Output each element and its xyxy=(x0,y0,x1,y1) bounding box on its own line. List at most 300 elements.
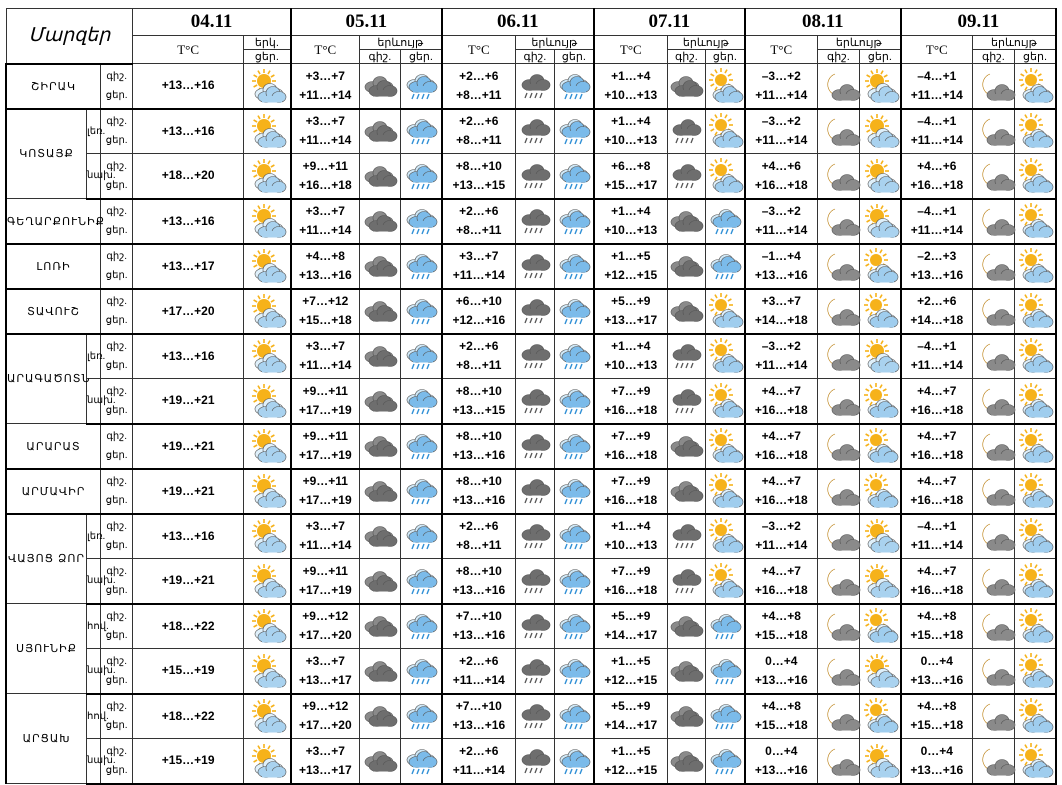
night-header: գիշ. xyxy=(359,50,400,64)
day-label: ցեր. xyxy=(105,495,128,506)
region-name: ՇԻՐԱԿ xyxy=(6,64,101,109)
day-icon-cell-05-11 xyxy=(401,514,442,559)
day-temp: +19…+21 xyxy=(161,573,215,588)
day-label: ցեր. xyxy=(105,540,128,552)
day-icon-cell-07-11 xyxy=(706,109,745,154)
storm-weather-icon xyxy=(518,386,552,416)
night-temp: –3…+2 xyxy=(761,114,801,129)
day-label: ցեր. xyxy=(105,404,128,416)
temp-05-11 xyxy=(291,559,359,604)
storm-weather-icon xyxy=(669,341,703,371)
zone-label: լեռ. xyxy=(87,514,101,559)
night-icon-cell-05-11 xyxy=(359,154,400,199)
zone-label: նախ. xyxy=(87,379,101,424)
temp-05-11 xyxy=(291,379,359,424)
night-icon-cell-05-11 xyxy=(359,739,400,784)
day-label: ցեր. xyxy=(105,630,128,642)
night-icon-cell-06-11 xyxy=(515,334,554,379)
temp-04-11 xyxy=(133,244,244,289)
day-temp: +8…+11 xyxy=(456,133,502,148)
suncloud-weather-icon xyxy=(708,296,742,326)
night-icon-cell-09-11 xyxy=(972,604,1014,649)
day-label: ցեր. xyxy=(105,450,128,461)
day-temp: +11…+14 xyxy=(910,358,963,373)
zone-label: նախ. xyxy=(87,649,101,694)
day-temp: +16…+18 xyxy=(754,177,808,192)
table-row xyxy=(6,649,1056,694)
suncloud-weather-icon xyxy=(863,611,897,641)
temp-06-11 xyxy=(442,649,515,694)
rain-weather-icon xyxy=(404,206,438,236)
temp-04-11 xyxy=(133,649,244,694)
night-icon-cell-05-11 xyxy=(359,289,400,334)
day-icon-cell-08-11 xyxy=(860,559,901,604)
suncloud-weather-icon xyxy=(708,386,742,416)
forecast-table xyxy=(5,8,1057,785)
night-temp: +4…+7 xyxy=(917,383,957,398)
night-icon-cell-08-11 xyxy=(817,604,859,649)
day-icon-cell-06-11 xyxy=(555,514,594,559)
zone-label: լեռ. xyxy=(87,334,101,379)
cloud-weather-icon xyxy=(669,611,703,641)
daynight-label xyxy=(101,604,133,649)
table-row xyxy=(6,334,1056,379)
night-temp: +4…+7 xyxy=(917,474,957,488)
day-header: ցեր. xyxy=(1015,50,1056,64)
table-row xyxy=(6,604,1056,649)
night-temp: +7…+9 xyxy=(611,563,651,578)
night-temp: +7…+10 xyxy=(455,699,502,714)
temp-07-11 xyxy=(594,559,667,604)
temp-05-11 xyxy=(291,64,359,109)
rain-weather-icon xyxy=(557,71,591,101)
table-row xyxy=(6,379,1056,424)
day-temp: +11…+14 xyxy=(755,223,808,237)
night-icon-cell-06-11 xyxy=(515,514,554,559)
daynight-label xyxy=(101,424,133,469)
night-temp: +4…+8 xyxy=(761,609,801,624)
region-name: ԱՐԱԳԱԾՈՏՆ xyxy=(6,334,87,424)
day-icon-cell-07-11 xyxy=(706,604,745,649)
night-icon-cell-08-11 xyxy=(817,559,859,604)
sun-weather-icon xyxy=(863,206,897,236)
day-icon-cell-06-11 xyxy=(555,604,594,649)
day-temp: +11…+14 xyxy=(299,133,352,148)
daynight-label xyxy=(101,559,133,604)
moon-weather-icon xyxy=(976,206,1010,236)
weather-header-short: երկ. xyxy=(244,36,291,50)
day-icon-cell-08-11 xyxy=(860,694,901,739)
day-temp: +19…+21 xyxy=(161,483,215,498)
temp-04-11 xyxy=(133,694,244,739)
night-temp: +3…+7 xyxy=(305,653,345,668)
night-icon-cell-05-11 xyxy=(359,334,400,379)
night-icon-cell-07-11 xyxy=(667,649,705,694)
night-icon-cell-05-11 xyxy=(359,199,400,244)
table-row xyxy=(6,424,1056,469)
night-icon-cell-05-11 xyxy=(359,469,400,514)
day-temp: +17…+19 xyxy=(298,402,352,417)
temp-08-11 xyxy=(745,559,817,604)
suncloud-weather-icon xyxy=(1018,746,1052,776)
day-icon-cell-08-11 xyxy=(860,289,901,334)
night-icon-cell-08-11 xyxy=(817,244,859,289)
night-label: գիշ. xyxy=(106,655,128,667)
zone-label: հով. xyxy=(87,604,101,649)
night-icon-cell-05-11 xyxy=(359,559,400,604)
temp-09-11 xyxy=(901,154,972,199)
cloud-weather-icon xyxy=(363,566,397,596)
icon-cell-04-11 xyxy=(244,154,291,199)
night-icon-cell-09-11 xyxy=(972,379,1014,424)
temp-07-11 xyxy=(594,739,667,784)
night-temp: +1…+4 xyxy=(611,204,651,218)
day-temp: +17…+20 xyxy=(298,718,352,733)
suncloud-weather-icon xyxy=(1018,611,1052,641)
day-temp: +16…+18 xyxy=(754,582,808,597)
night-temp: +7…+12 xyxy=(302,294,349,308)
day-temp: +15…+18 xyxy=(754,718,808,733)
night-temp: +2…+6 xyxy=(459,339,499,354)
night-icon-cell-09-11 xyxy=(972,199,1014,244)
day-temp: +11…+14 xyxy=(299,87,352,102)
day-temp: +11…+14 xyxy=(910,87,963,102)
temp-07-11 xyxy=(594,289,667,334)
day-temp: +13…+16 xyxy=(452,582,506,597)
day-icon-cell-05-11 xyxy=(401,559,442,604)
night-temp: +2…+6 xyxy=(459,519,499,534)
daynight-label xyxy=(101,694,133,739)
suncloud-weather-icon xyxy=(1018,431,1052,461)
temp-05-11 xyxy=(291,154,359,199)
cloud-weather-icon xyxy=(363,161,397,191)
night-icon-cell-09-11 xyxy=(972,154,1014,199)
sun-weather-icon xyxy=(250,116,284,146)
rain-weather-icon xyxy=(404,161,438,191)
day-temp: +13…+16 xyxy=(754,672,808,687)
temp-07-11 xyxy=(594,109,667,154)
storm-weather-icon xyxy=(518,116,552,146)
storm-weather-icon xyxy=(518,296,552,326)
temp-07-11 xyxy=(594,199,667,244)
night-temp: +9…+12 xyxy=(302,699,349,714)
sun-weather-icon xyxy=(863,341,897,371)
cloud-weather-icon xyxy=(363,206,397,236)
day-temp: +8…+11 xyxy=(456,87,502,102)
temp-04-11 xyxy=(133,469,244,514)
day-icon-cell-06-11 xyxy=(555,289,594,334)
moon-weather-icon xyxy=(821,611,855,641)
night-icon-cell-07-11 xyxy=(667,109,705,154)
night-icon-cell-07-11 xyxy=(667,199,705,244)
night-icon-cell-07-11 xyxy=(667,244,705,289)
night-icon-cell-07-11 xyxy=(667,424,705,469)
temp-09-11 xyxy=(901,379,972,424)
night-header: գիշ. xyxy=(667,50,705,64)
table-row xyxy=(6,559,1056,604)
moon-weather-icon xyxy=(821,161,855,191)
temp-07-11 xyxy=(594,424,667,469)
day-icon-cell-05-11 xyxy=(401,649,442,694)
day-temp: +13…+17 xyxy=(604,313,658,327)
night-label: գիշ. xyxy=(106,476,128,487)
day-icon-cell-09-11 xyxy=(1015,424,1056,469)
cloud-weather-icon xyxy=(669,746,703,776)
temp-06-11 xyxy=(442,199,515,244)
suncloud-weather-icon xyxy=(708,521,742,551)
day-icon-cell-05-11 xyxy=(401,289,442,334)
moon-weather-icon xyxy=(821,701,855,731)
night-temp: +7…+10 xyxy=(455,609,502,624)
day-temp: +13…+16 xyxy=(754,268,808,282)
suncloud-weather-icon xyxy=(1018,701,1052,731)
day-icon-cell-05-11 xyxy=(401,244,442,289)
temp-08-11 xyxy=(745,244,817,289)
night-temp: +1…+5 xyxy=(611,743,651,758)
suncloud-weather-icon xyxy=(1018,386,1052,416)
daynight-label xyxy=(101,514,133,559)
night-icon-cell-07-11 xyxy=(667,334,705,379)
day-temp: +15…+19 xyxy=(161,753,215,768)
day-icon-cell-06-11 xyxy=(555,109,594,154)
temp-05-11 xyxy=(291,649,359,694)
night-temp: +4…+8 xyxy=(761,699,801,714)
day-temp: +12…+15 xyxy=(604,268,658,282)
sun-weather-icon xyxy=(250,476,284,506)
zone-label: հով. xyxy=(87,694,101,739)
moon-weather-icon xyxy=(821,476,855,506)
moon-weather-icon xyxy=(821,71,855,101)
night-icon-cell-07-11 xyxy=(667,154,705,199)
storm-weather-icon xyxy=(669,116,703,146)
night-icon-cell-06-11 xyxy=(515,424,554,469)
night-temp: +4…+7 xyxy=(917,563,957,578)
night-temp: +3…+7 xyxy=(305,114,345,129)
night-temp: +6…+8 xyxy=(611,158,651,173)
moon-weather-icon xyxy=(821,296,855,326)
rain-weather-icon xyxy=(557,566,591,596)
day-icon-cell-08-11 xyxy=(860,109,901,154)
day-temp: +16…+18 xyxy=(910,582,964,597)
region-name: ԱՐՄԱՎԻՐ xyxy=(6,469,101,514)
day-temp: +14…+17 xyxy=(604,718,658,733)
night-temp: +9…+11 xyxy=(302,158,348,173)
daynight-label xyxy=(101,109,133,154)
day-icon-cell-06-11 xyxy=(555,694,594,739)
day-temp: +13…+16 xyxy=(452,493,506,507)
temp-07-11 xyxy=(594,244,667,289)
temp-08-11 xyxy=(745,109,817,154)
temp-header: T°C xyxy=(442,36,515,64)
day-temp: +13…+16 xyxy=(161,348,215,363)
day-temp: +13…+17 xyxy=(298,672,352,687)
day-icon-cell-09-11 xyxy=(1015,289,1056,334)
night-temp: +4…+6 xyxy=(917,158,957,173)
moon-weather-icon xyxy=(976,566,1010,596)
day-temp: +14…+17 xyxy=(604,628,658,643)
suncloud-weather-icon xyxy=(1018,476,1052,506)
night-icon-cell-07-11 xyxy=(667,694,705,739)
night-icon-cell-09-11 xyxy=(972,109,1014,154)
suncloud-weather-icon xyxy=(1018,161,1052,191)
day-temp: +13…+16 xyxy=(452,718,506,733)
header-dates-row xyxy=(6,9,1056,36)
night-temp: +9…+11 xyxy=(302,474,348,488)
day-icon-cell-08-11 xyxy=(860,469,901,514)
day-temp: +19…+21 xyxy=(161,393,215,408)
day-temp: +11…+14 xyxy=(910,133,963,148)
rain-weather-icon xyxy=(708,251,742,281)
night-icon-cell-06-11 xyxy=(515,64,554,109)
night-icon-cell-08-11 xyxy=(817,694,859,739)
day-temp: +10…+13 xyxy=(604,87,658,102)
night-temp: +3…+7 xyxy=(305,204,345,218)
icon-cell-04-11 xyxy=(244,649,291,694)
day-temp: +16…+18 xyxy=(910,493,964,507)
temp-07-11 xyxy=(594,694,667,739)
temp-04-11 xyxy=(133,64,244,109)
night-icon-cell-08-11 xyxy=(817,199,859,244)
sun-weather-icon xyxy=(250,206,284,236)
date-07-11: 07.11 xyxy=(594,9,745,36)
moon-weather-icon xyxy=(976,746,1010,776)
night-label: գիշ. xyxy=(106,611,128,623)
cloud-weather-icon xyxy=(669,656,703,686)
night-icon-cell-06-11 xyxy=(515,604,554,649)
temp-06-11 xyxy=(442,289,515,334)
day-temp: +15…+17 xyxy=(604,177,658,192)
day-label: ցեր. xyxy=(105,674,128,686)
moon-weather-icon xyxy=(976,386,1010,416)
weather-header: երևույթ xyxy=(667,36,745,50)
temp-09-11 xyxy=(901,64,972,109)
day-icon-cell-08-11 xyxy=(860,379,901,424)
temp-05-11 xyxy=(291,334,359,379)
moon-weather-icon xyxy=(976,296,1010,326)
day-icon-cell-09-11 xyxy=(1015,694,1056,739)
sun-weather-icon xyxy=(863,566,897,596)
day-temp: +13…+16 xyxy=(754,762,808,777)
rain-weather-icon xyxy=(404,521,438,551)
daynight-label xyxy=(101,244,133,289)
cloud-weather-icon xyxy=(363,386,397,416)
table-row xyxy=(6,514,1056,559)
icon-cell-04-11 xyxy=(244,379,291,424)
cloud-weather-icon xyxy=(363,71,397,101)
night-temp: +4…+7 xyxy=(761,474,801,488)
day-temp: +11…+14 xyxy=(452,268,505,282)
day-label: ցեր. xyxy=(105,90,128,101)
sun-weather-icon xyxy=(250,386,284,416)
day-temp: +17…+20 xyxy=(298,628,352,643)
night-temp: –3…+2 xyxy=(761,339,801,354)
night-temp: +4…+8 xyxy=(305,249,345,263)
rain-weather-icon xyxy=(557,386,591,416)
daynight-label xyxy=(101,199,133,244)
temp-06-11 xyxy=(442,64,515,109)
day-temp: +16…+18 xyxy=(298,177,352,192)
day-icon-cell-06-11 xyxy=(555,559,594,604)
weather-header: երևույթ xyxy=(359,36,442,50)
night-temp: +3…+7 xyxy=(305,743,345,758)
rain-weather-icon xyxy=(557,206,591,236)
night-temp: +3…+7 xyxy=(459,249,499,263)
moon-weather-icon xyxy=(976,476,1010,506)
moon-weather-icon xyxy=(821,656,855,686)
night-temp: +7…+9 xyxy=(611,429,651,443)
icon-cell-04-11 xyxy=(244,424,291,469)
rain-weather-icon xyxy=(557,611,591,641)
night-icon-cell-06-11 xyxy=(515,469,554,514)
region-name: ՎԱՅՈՑ ՁՈՐ xyxy=(6,514,87,604)
temp-06-11 xyxy=(442,739,515,784)
suncloud-weather-icon xyxy=(1018,251,1052,281)
temp-09-11 xyxy=(901,649,972,694)
day-temp: +15…+18 xyxy=(910,628,964,643)
night-icon-cell-09-11 xyxy=(972,424,1014,469)
night-temp: +4…+8 xyxy=(917,699,957,714)
temp-07-11 xyxy=(594,469,667,514)
day-temp: +16…+18 xyxy=(910,448,964,462)
header-labels-row xyxy=(6,36,1056,50)
day-temp: +13…+16 xyxy=(161,78,215,93)
suncloud-weather-icon xyxy=(708,476,742,506)
night-temp: +2…+6 xyxy=(459,114,499,129)
temp-07-11 xyxy=(594,334,667,379)
night-icon-cell-09-11 xyxy=(972,559,1014,604)
night-icon-cell-09-11 xyxy=(972,514,1014,559)
day-icon-cell-09-11 xyxy=(1015,559,1056,604)
night-label: գիշ. xyxy=(106,385,128,397)
night-temp: 0…+4 xyxy=(765,653,798,668)
rain-weather-icon xyxy=(557,161,591,191)
day-icon-cell-09-11 xyxy=(1015,649,1056,694)
sun-weather-icon xyxy=(250,656,284,686)
daynight-label xyxy=(101,649,133,694)
temp-07-11 xyxy=(594,649,667,694)
night-temp: +1…+5 xyxy=(611,653,651,668)
day-icon-cell-08-11 xyxy=(860,154,901,199)
night-icon-cell-08-11 xyxy=(817,514,859,559)
moon-weather-icon xyxy=(976,521,1010,551)
day-label: ցեր. xyxy=(105,764,128,776)
sun-weather-icon xyxy=(863,116,897,146)
night-temp: +4…+6 xyxy=(761,158,801,173)
icon-cell-04-11 xyxy=(244,199,291,244)
temp-09-11 xyxy=(901,559,972,604)
day-temp: +10…+13 xyxy=(604,358,658,373)
day-temp: +16…+18 xyxy=(754,402,808,417)
rain-weather-icon xyxy=(404,251,438,281)
day-label: ցեր. xyxy=(105,135,128,147)
temp-04-11 xyxy=(133,289,244,334)
rain-weather-icon xyxy=(557,746,591,776)
day-temp: +13…+16 xyxy=(452,448,506,462)
icon-cell-04-11 xyxy=(244,559,291,604)
night-icon-cell-08-11 xyxy=(817,379,859,424)
night-temp: –4…+1 xyxy=(917,204,957,218)
night-temp: +8…+10 xyxy=(455,383,502,398)
cloud-weather-icon xyxy=(669,476,703,506)
daynight-label xyxy=(101,379,133,424)
temp-08-11 xyxy=(745,469,817,514)
night-icon-cell-05-11 xyxy=(359,379,400,424)
storm-weather-icon xyxy=(669,566,703,596)
storm-weather-icon xyxy=(518,206,552,236)
night-label: գիշ. xyxy=(106,251,128,262)
day-temp: +17…+19 xyxy=(298,493,352,507)
day-header: ցեր. xyxy=(860,50,901,64)
